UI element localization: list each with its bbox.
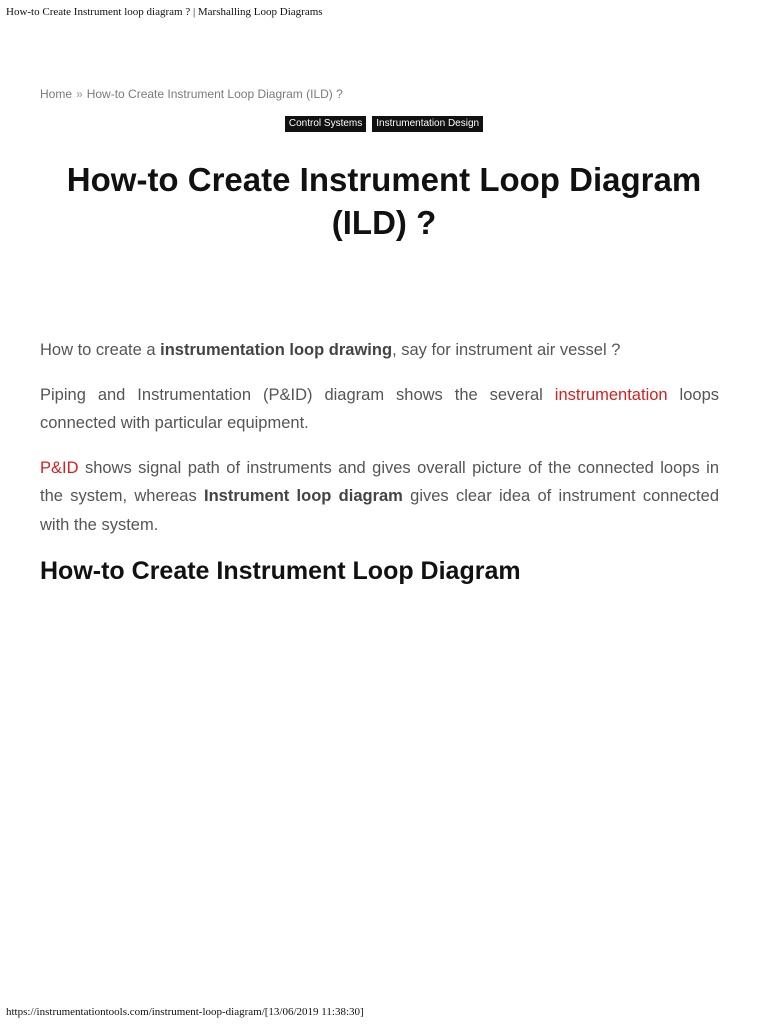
- paragraph-signal-path: [40, 454, 719, 540]
- paragraph-intro-tail: , say for instrument air vessel ?: [392, 341, 621, 359]
- print-header: How-to Create Instrument loop diagram ? | Marshalling Loop Diagrams: [6, 6, 323, 18]
- breadcrumb-current: How-to Create Instrument Loop Diagram (ILD) ?: [86, 87, 343, 101]
- article-content: [40, 336, 719, 555]
- paragraph-signal-path-text: shows signal path of instruments and gives overall picture of the connected loops in the system, whereas: [40, 458, 719, 505]
- category-tag-control-systems[interactable]: Control Systems: [285, 116, 366, 132]
- paragraph-signal-path-bold: Instrument loop diagram: [204, 487, 403, 505]
- breadcrumb-separator: »: [76, 87, 83, 101]
- paragraph-intro-text: How to create a: [40, 341, 161, 359]
- category-tag-instrumentation-design[interactable]: Instrumentation Design: [372, 116, 483, 132]
- breadcrumb: [40, 87, 343, 101]
- paragraph-pid-text: Piping and Instrumentation (P&ID) diagram shows the several: [40, 385, 555, 404]
- paragraph-signal-path-tail: gives clear idea of instrument connected with the system.: [40, 487, 719, 534]
- page-title-line-1: How-to Create Instrument Loop Diagram: [66, 161, 702, 198]
- instrumentation-link[interactable]: instrumentation: [554, 385, 668, 404]
- print-footer-url: https://instrumentationtools.com/instrument-loop-diagram/[13/06/2019 11:38:30]: [6, 1006, 364, 1018]
- section-heading: How-to Create Instrument Loop Diagram: [40, 557, 521, 585]
- paragraph-pid-tail: loops connected with particular equipment.: [40, 385, 719, 432]
- paragraph-intro: [40, 336, 719, 365]
- breadcrumb-home-link[interactable]: Home: [40, 87, 73, 101]
- paragraph-intro-bold: instrumentation loop drawing: [160, 341, 393, 359]
- pid-link[interactable]: P&ID: [40, 458, 79, 477]
- category-tags: [0, 116, 768, 132]
- page-title-line-2: (ILD) ?: [331, 204, 437, 241]
- paragraph-pid: [40, 381, 719, 438]
- page-title: [40, 158, 728, 244]
